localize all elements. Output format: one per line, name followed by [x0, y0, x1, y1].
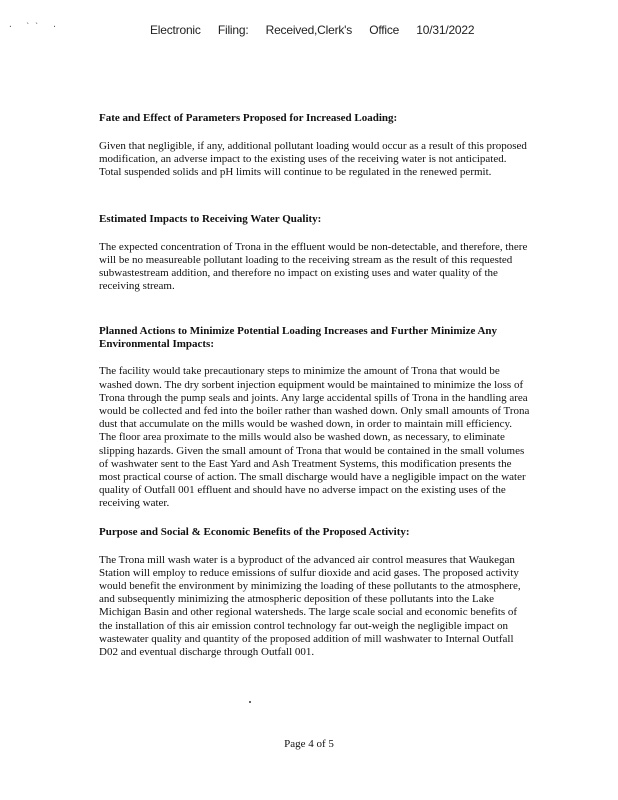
- filing-stamp-header: [150, 23, 488, 37]
- scan-artifact-marks: · `` ·: [8, 22, 61, 31]
- header-received: Received,Clerk's: [265, 23, 353, 37]
- section-heading-purpose-benefits: Purpose and Social & Economic Benefits of the Proposed Activity:: [99, 525, 410, 538]
- section-heading-estimated-impacts: Estimated Impacts to Receiving Water Quality:: [99, 212, 322, 225]
- header-filing: Filing:: [217, 23, 249, 37]
- header-electronic: Electronic: [150, 23, 201, 37]
- section-heading-planned-actions: Planned Actions to Minimize Potential Loading Increases and Further Minimize Any Environmental Impacts:: [99, 325, 498, 351]
- header-date: 10/31/2022: [416, 23, 475, 37]
- section-heading-fate-effect: Fate and Effect of Parameters Proposed for Increased Loading:: [99, 112, 398, 124]
- scan-speck: [249, 701, 251, 703]
- section-body-purpose-benefits: The Trona mill wash water is a byproduct of the advanced air control measures that Waukegan Station will employ to reduce emissions of sulfur dioxide and acid gases. The proposed activity would benefit the environment by minimizing the loading of these pollutants to the atmosphere, and subsequently minimizing the atmospheric deposition of these pollutants into the Lake Michigan Basin and other regional watersheds. The large scale social and economic benefits of the installation of this air emission control technology far out-weigh the negligible impact on wastewater quality and quantity of the proposed addition of mill washwater to Internal Outfall D02 and eventual discharge through Outfall 001.: [99, 553, 521, 659]
- page-number: Page 4 of 5: [284, 738, 334, 750]
- section-body-fate-effect: Given that negligible, if any, additional pollutant loading would occur as a result of this proposed modification, an adverse impact to the existing uses of the receiving water is not anticipated. Total suspended solids and pH limits will continue to be regulated in the renewed permit.: [99, 140, 527, 179]
- section-body-planned-actions: The facility would take precautionary steps to minimize the amount of Trona that would be washed down. The dry sorbent injection equipment would be maintained to minimize the loss of Trona through the pump seals and joints. Any large accidental spills of Trona in the handling area would be collected and fed into the boiler rather than washed down. Only small amounts of Trona dust that accumulate on the mills would be washed down, in order to maintain mill efficiency. The floor area proximate to the mills would also be washed down, as necessary, to eliminate slipping hazards. Given the small amount of Trona that would be contained in the small volumes of washwater sent to the East Yard and Ash Treatment Systems, this modification presents the most practical course of action. The small discharge would have a negligible impact on the water quality of Outfall 001 effluent and should have no adverse impact on the existing uses of the receiving water.: [99, 365, 530, 510]
- section-body-estimated-impacts: The expected concentration of Trona in the effluent would be non-detectable, and therefore, there will be no measureable pollutant loading to the receiving stream as the result of this requested subwastestream addition, and therefore no impact on existing uses and water quality of the receiving stream.: [99, 240, 528, 293]
- document-body: [99, 112, 531, 659]
- header-office: Office: [369, 23, 400, 37]
